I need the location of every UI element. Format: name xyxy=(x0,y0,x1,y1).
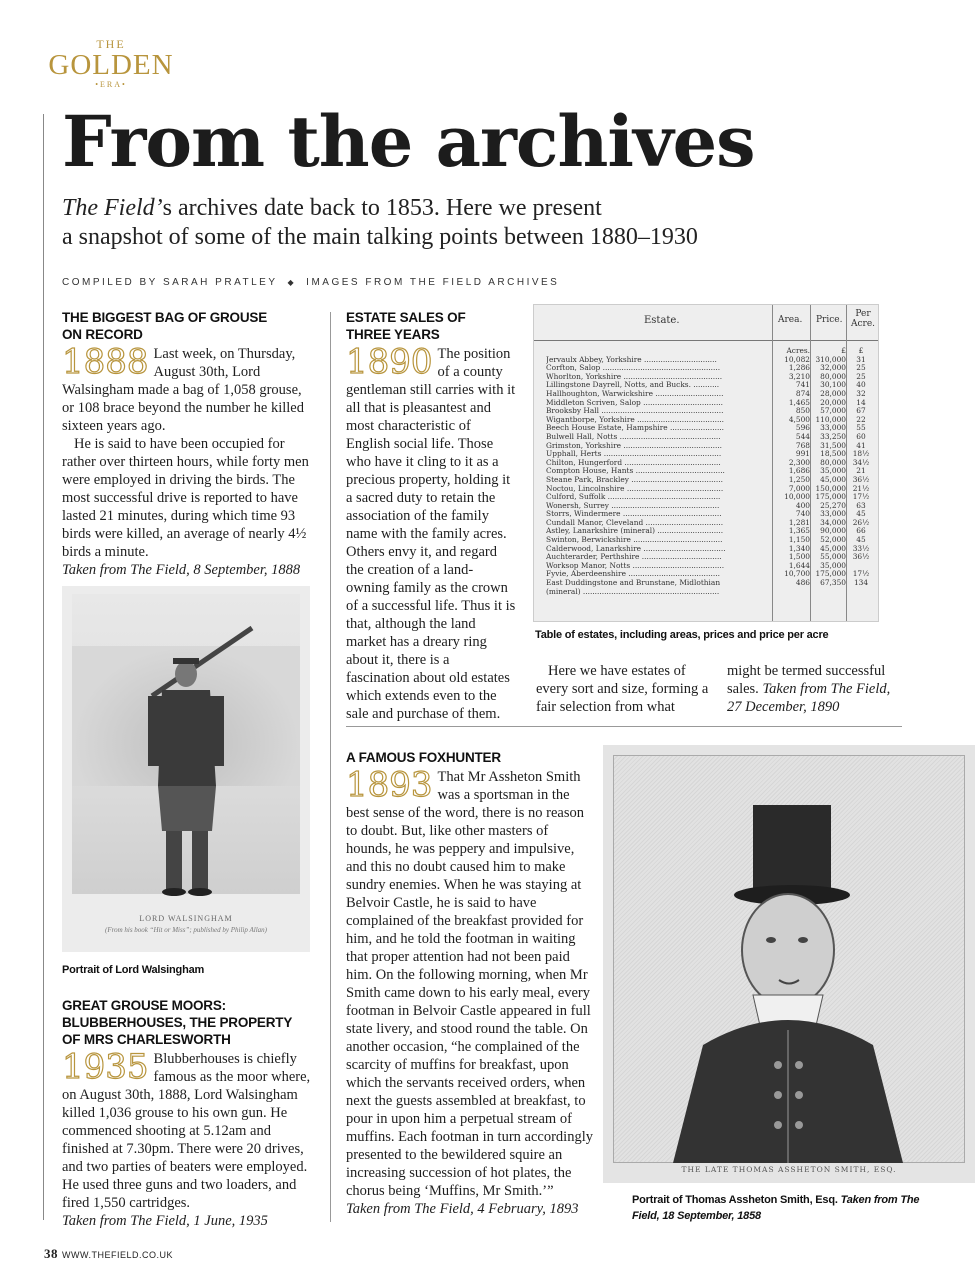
logo-era: •ERA• xyxy=(95,80,127,89)
area-cell: 486 xyxy=(795,578,810,588)
price-cell: 34,000 xyxy=(820,517,846,527)
price-cell: 33,000 xyxy=(820,509,846,519)
per-acre-cell: 17½ xyxy=(852,569,870,579)
standfirst-italic: The Field’ xyxy=(62,195,163,221)
article-foxhunter-source: Taken from The Field, 4 February, 1893 xyxy=(346,1201,579,1217)
article-estates-p2b-wrap xyxy=(727,662,903,716)
per-acre-cell: 14 xyxy=(856,397,866,407)
price-cell: 80,000 xyxy=(820,457,846,467)
estate-cell: Bulwell Hall, Notts ........................................... xyxy=(546,432,721,441)
area-cell: 2,300 xyxy=(788,457,810,467)
per-acre-cell: 134 xyxy=(853,578,869,588)
estate-cell: Culford, Suffolk ................................................ xyxy=(546,493,721,502)
price-cell: 67,350 xyxy=(820,578,846,588)
per-acre-cell: 33½ xyxy=(852,543,870,553)
area-cell: 1,500 xyxy=(788,552,810,562)
estate-cell: Cundall Manor, Cleveland ................................. xyxy=(546,518,724,527)
area-cell: 10,700 xyxy=(784,569,810,579)
estate-cell: Worksop Manor, Notts ....................................... xyxy=(546,561,725,570)
price-cell: 35,000 xyxy=(820,466,846,476)
per-acre-cell: 45 xyxy=(856,509,866,519)
year-1935: 1935 xyxy=(62,1047,149,1087)
per-acre-cell: 41 xyxy=(856,440,866,450)
estate-cell: Whorlton, Yorkshire .......................................... xyxy=(546,372,723,381)
estate-cell: Fyvie, Aberdeenshire ....................................... xyxy=(546,570,720,579)
price-cell: 90,000 xyxy=(820,526,846,536)
article-estates-p2a: Here we have estates of every sort and size, forming a fair selection from what xyxy=(536,663,709,715)
per-acre-cell: 22 xyxy=(856,414,866,424)
area-cell: 1,340 xyxy=(788,543,810,553)
per-acre-cell: 21½ xyxy=(852,483,870,493)
per-acre-cell: 25 xyxy=(856,363,866,373)
area-cell: 7,000 xyxy=(788,483,810,493)
area-cell: 544 xyxy=(795,431,810,441)
price-cell: 33,250 xyxy=(820,431,846,441)
estate-cell: Swinton, Berwickshire ...................................... xyxy=(546,536,723,545)
heading-line: ESTATE SALES OF xyxy=(346,310,466,325)
area-cell: 768 xyxy=(795,440,810,450)
article-grouse-p1 xyxy=(62,342,314,435)
estate-cell: Grimston, Yorkshire .......................................... xyxy=(546,441,723,450)
price-cell: 175,000 xyxy=(815,569,846,579)
estate-cell: (mineral) .......................................................... xyxy=(546,587,720,596)
per-acre-cell: 34½ xyxy=(852,457,870,467)
estate-cell: Storrs, Windermere .......................................... xyxy=(546,510,722,519)
per-acre-cell: 21 xyxy=(856,466,866,476)
logo-golden: GOLDEN xyxy=(48,49,174,81)
estate-cell: Brooksby Hall .................................................... xyxy=(546,407,724,416)
heading-line: THREE YEARS xyxy=(346,327,440,342)
article-foxhunter xyxy=(346,749,594,1218)
left-margin-rule xyxy=(43,114,44,1220)
per-acre-cell: 26½ xyxy=(852,517,870,527)
page-number: 38 xyxy=(44,1246,58,1261)
photo2-caption xyxy=(632,1192,922,1224)
page-footer xyxy=(44,1246,173,1262)
engraving-plate-title: THE LATE THOMAS ASSHETON SMITH, ESQ. xyxy=(681,1165,897,1174)
estate-cell: Middleton Scriven, Salop .................................. xyxy=(546,398,724,407)
table-row xyxy=(544,588,874,597)
paragraph-text: Blubberhouses is chiefly famous as the moor where, on August 30th, 1888, Lord Walsingham killed 1,036 grouse to his own gun. He commenced shooting at 5.12am and finished at 7.30pm. There were 20 drives, and two parties of beaters were employed. He used three guns and two loaders, and fired 1,550 cartridges. xyxy=(62,1051,311,1211)
price-cell: 310,000 xyxy=(815,354,846,364)
area-cell: 1,281 xyxy=(788,517,810,527)
heading-line: GREAT GROUSE MOORS: xyxy=(62,998,226,1013)
estate-cell: Noctou, Lincolnshire ......................................... xyxy=(546,484,724,493)
price-cell: 150,000 xyxy=(815,483,846,493)
price-cell: 35,000 xyxy=(820,560,846,570)
article-estates-source: Taken from The Field, 27 December, 1890 xyxy=(727,681,891,715)
article-moors xyxy=(62,997,314,1230)
photo1-caption: Portrait of Lord Walsingham xyxy=(62,964,205,976)
per-acre-cell: 17½ xyxy=(852,492,870,502)
estate-cell: Calderwood, Lanarkshire ................................... xyxy=(546,544,726,553)
standfirst xyxy=(62,194,782,252)
year-1890: 1890 xyxy=(346,342,433,382)
unit-price: £ xyxy=(841,346,846,355)
estate-cell: Steane Park, Brackley ....................................... xyxy=(546,475,723,484)
area-cell: 991 xyxy=(795,449,810,459)
price-cell: 45,000 xyxy=(820,543,846,553)
heading-line: BLUBBERHOUSES, THE PROPERTY xyxy=(62,1015,293,1030)
assheton-smith-engraving xyxy=(603,745,975,1183)
area-cell: 874 xyxy=(795,388,810,398)
per-acre-cell: 67 xyxy=(856,406,866,416)
area-cell: 1,644 xyxy=(788,560,810,570)
photo2-caption-italic: Taken from The Field, 18 September, 1858 xyxy=(632,1194,920,1222)
per-acre-cell: 45 xyxy=(856,535,866,545)
price-cell: 31,500 xyxy=(820,440,846,450)
estate-cell: Auchterarder, Perthshire .................................. xyxy=(546,553,722,562)
section-divider xyxy=(346,726,902,727)
price-cell: 32,000 xyxy=(820,363,846,373)
area-cell: 850 xyxy=(795,406,810,416)
page-title: From the archives xyxy=(62,100,755,183)
article-grouse-source: Taken from The Field, 8 September, 1888 xyxy=(62,562,301,578)
estate-cell: Upphall, Herts .................................................. xyxy=(546,450,722,459)
th-area: Area. xyxy=(778,315,803,325)
per-acre-cell: 36½ xyxy=(852,474,870,484)
unit-per-acre: £ xyxy=(858,346,864,355)
credits-line xyxy=(62,277,559,288)
article-moors-heading xyxy=(62,997,314,1048)
photo2-caption-plain: Portrait of Thomas Assheton Smith, Esq. xyxy=(632,1194,838,1206)
article-estates xyxy=(346,309,516,723)
price-cell: 80,000 xyxy=(820,371,846,381)
article-moors-p1 xyxy=(62,1047,314,1212)
table-caption: Table of estates, including areas, prices and price per acre xyxy=(535,629,829,641)
price-cell: 55,000 xyxy=(820,552,846,562)
price-cell: 30,100 xyxy=(820,380,846,390)
year-1888: 1888 xyxy=(62,342,149,382)
logo-the: THE xyxy=(96,37,126,51)
footer-url: WWW.THEFIELD.CO.UK xyxy=(62,1250,173,1260)
per-acre-cell: 31 xyxy=(856,354,866,364)
standfirst-line1: s archives date back to 1853. Here we present xyxy=(162,195,602,221)
paragraph-text: Last week, on Thursday, August 30th, Lord Walsingham made a bag of 1,058 grouse, or 108 brace beyond the number he killed sixteen years ago. xyxy=(62,346,304,434)
estate-cell: Lillingstone Dayrell, Notts, and Bucks. ........... xyxy=(546,381,720,390)
paragraph-text: The position of a county gentleman still carries with it all that is pleasantest and most characteristic of English social life. Those who have it cling to it as a precious property, holding it a sacred duty to retain the association of the family name with the family acres. Others envy it, and regard the creation of a land-owning family as the crown of a successful life. Thus it is that, although the land market has a dreary ring about it, there is a fascination about old estates which extends even to the sale and purchase of them. xyxy=(346,346,516,722)
golden-era-logo xyxy=(44,38,178,90)
area-cell: 1,250 xyxy=(788,474,810,484)
area-cell: 741 xyxy=(795,380,810,390)
estate-cell: Astley, Lanarkshire (mineral) ............................ xyxy=(546,527,724,536)
price-cell: 28,000 xyxy=(820,388,846,398)
per-acre-cell: 66 xyxy=(856,526,866,536)
area-cell: 10,000 xyxy=(784,492,810,502)
estates-table-image xyxy=(533,304,879,622)
per-acre-cell: 63 xyxy=(856,500,866,510)
price-cell: 45,000 xyxy=(820,474,846,484)
lord-walsingham-photo xyxy=(62,586,310,952)
per-acre-cell: 25 xyxy=(856,371,866,381)
th-price: Price. xyxy=(816,315,843,325)
article-grouse-heading xyxy=(62,309,314,343)
table-body xyxy=(544,347,874,596)
assheton-smith-figure-illustration xyxy=(603,745,975,1183)
year-1893: 1893 xyxy=(346,765,433,805)
walsingham-figure-illustration xyxy=(62,586,310,952)
article-grouse xyxy=(62,309,314,579)
estate-cell: Chilton, Hungerford ......................................... xyxy=(546,458,721,467)
heading-line: THE BIGGEST BAG OF GROUSE xyxy=(62,310,268,325)
article-estates-heading xyxy=(346,309,516,343)
th-estate: Estate. xyxy=(644,315,680,326)
price-cell: 25,270 xyxy=(820,500,846,510)
area-cell: 3,210 xyxy=(788,371,810,381)
area-cell: 1,686 xyxy=(788,466,810,476)
credit-compiled: COMPILED BY SARAH PRATLEY xyxy=(62,277,278,288)
article-grouse-p2: He is said to have been occupied for rather over thirteen hours, while forty men were employed in driving the birds. The most successful drive is reported to have lasted 21 minutes, during which time 93 birds were killed, an average of nearly 4½ birds a minute. xyxy=(62,436,309,560)
estate-cell: Corfton, Salop .................................................. xyxy=(546,364,721,373)
price-cell: 175,000 xyxy=(815,492,846,502)
estate-cell: East Duddingstone and Brunstane, Midlothian xyxy=(546,579,721,588)
per-acre-cell: 60 xyxy=(856,431,866,441)
per-acre-cell: 55 xyxy=(856,423,866,433)
price-cell: 20,000 xyxy=(820,397,846,407)
th-per-acre: Per Acre. xyxy=(850,309,876,329)
estate-cell: Wonersh, Surrey .............................................. xyxy=(546,501,720,510)
estate-cell: Compton House, Hants ...................................... xyxy=(546,467,725,476)
estate-cell: Beech House Estate, Hampshire ....................... xyxy=(546,424,724,433)
price-cell: 110,000 xyxy=(815,414,846,424)
area-cell: 596 xyxy=(795,423,810,433)
area-cell: 1,286 xyxy=(788,363,810,373)
plate-subtitle: (From his book “Hit or Miss”; published by Philip Allan) xyxy=(105,926,267,934)
paragraph-text: That Mr Assheton Smith was a sportsman in the best sense of the word, there is no reason to doubt. But, like other masters of hounds, he was peppery and impulsive, and this no doubt caused him to make sundry enemies. When he was staying at Belvoir Castle, he is said to have complained of the breakfast provided for him, and he told the footman in waiting that proper attention had not been paid him. On the following morning, when Mr Smith came down to his early meal, every footman in Belvoir Castle appeared in full state livery, and stood round the table. On another occasion, “he complained of the scarcity of muffins for breakfast, upon which the servants received orders, when next the guests assembled at breakfast, to pour in upon him a perpetual stream of muffins. Each footman in turn accordingly presented to the bewildered squire an increasing succession of hot plates, the chorus being ‘Muffins, Mr Smith.’” xyxy=(346,769,593,1199)
credit-images: IMAGES FROM THE FIELD ARCHIVES xyxy=(306,277,560,288)
unit-area: Acres. xyxy=(786,346,810,355)
per-acre-cell: 36½ xyxy=(852,552,870,562)
per-acre-cell: 18½ xyxy=(852,449,870,459)
article-foxhunter-heading: A FAMOUS FOXHUNTER xyxy=(346,750,501,765)
area-cell: 1,150 xyxy=(788,535,810,545)
per-acre-cell: 40 xyxy=(856,380,866,390)
area-cell: 740 xyxy=(795,509,810,519)
estate-cell: Wigantborpe, Yorkshire ..................................... xyxy=(546,415,725,424)
table-row xyxy=(544,579,874,588)
estate-cell: Jervaulx Abbey, Yorkshire ............................... xyxy=(546,355,717,364)
area-cell: 1,365 xyxy=(788,526,810,536)
article-estates-p1 xyxy=(346,342,516,723)
heading-line: OF MRS CHARLESWORTH xyxy=(62,1032,231,1047)
plate-title: LORD WALSINGHAM xyxy=(139,914,233,923)
area-cell: 1,465 xyxy=(788,397,810,407)
per-acre-cell: 32 xyxy=(856,388,866,398)
article-estates-p2b: might be termed successful sales. xyxy=(727,663,886,697)
price-cell: 52,000 xyxy=(820,535,846,545)
price-cell: 57,000 xyxy=(820,406,846,416)
area-cell: 4,500 xyxy=(788,414,810,424)
table-header xyxy=(534,305,878,341)
area-cell: 400 xyxy=(795,500,810,510)
price-cell: 18,500 xyxy=(820,449,846,459)
price-cell: 33,000 xyxy=(820,423,846,433)
estate-cell: Hallhoughton, Warwickshire ............................. xyxy=(546,389,724,398)
area-cell: 10,082 xyxy=(784,354,810,364)
article-moors-source: Taken from The Field, 1 June, 1935 xyxy=(62,1213,268,1229)
article-foxhunter-p1 xyxy=(346,765,594,1200)
column-divider xyxy=(330,312,331,1222)
diamond-separator-icon: ◆ xyxy=(287,278,297,287)
heading-line: ON RECORD xyxy=(62,327,143,342)
standfirst-line2: a snapshot of some of the main talking points between 1880–1930 xyxy=(62,224,698,250)
